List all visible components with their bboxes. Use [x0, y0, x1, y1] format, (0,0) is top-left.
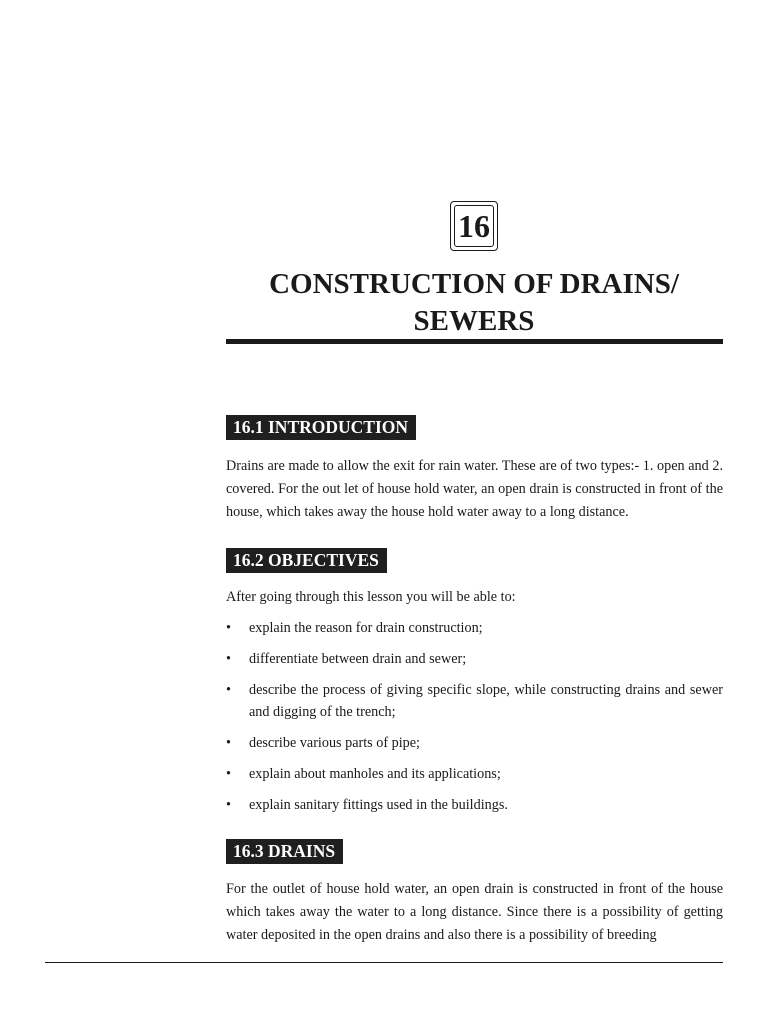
objective-item [226, 794, 723, 816]
objectives-list [226, 617, 723, 816]
section-heading-drains: 16.3 DRAINS [226, 839, 343, 864]
chapter-title: CONSTRUCTION OF DRAINS/ SEWERS [269, 268, 679, 337]
bullet-icon: • [226, 620, 231, 636]
objective-item [226, 648, 723, 670]
bullet-icon: • [226, 797, 231, 813]
objective-item [226, 732, 723, 754]
objective-text: explain the reason for drain construction; [249, 620, 483, 636]
chapter-number-box [450, 201, 498, 251]
chapter-number: 16 [454, 205, 494, 247]
objectives-intro: After going through this lesson you will be able to: [226, 589, 516, 605]
objective-text: differentiate between drain and sewer; [249, 651, 467, 667]
objective-text: explain about manholes and its applications; [249, 766, 501, 782]
objective-text: explain sanitary fittings used in the buildings. [249, 797, 508, 813]
title-rule [226, 339, 723, 344]
objective-item [226, 679, 723, 723]
objective-text: describe the process of giving specific slope, while constructing drains and sewer and digging of the trench; [249, 682, 723, 720]
section-heading-objectives: 16.2 OBJECTIVES [226, 548, 387, 573]
objective-item [226, 617, 723, 639]
objective-text: describe various parts of pipe; [249, 735, 420, 751]
footer-rule [45, 962, 723, 963]
objective-item [226, 763, 723, 785]
drains-paragraph: For the outlet of house hold water, an open drain is constructed in front of the house which takes away the water to a long distance. Since there is a possibility of getting water deposited in the open drains and also there is a possibility of breeding [226, 881, 723, 943]
section-heading-introduction: 16.1 INTRODUCTION [226, 415, 416, 440]
bullet-icon: • [226, 651, 231, 667]
bullet-icon: • [226, 682, 231, 698]
bullet-icon: • [226, 766, 231, 782]
introduction-paragraph: Drains are made to allow the exit for rain water. These are of two types:- 1. open and 2. covered. For the out let of house hold water, an open drain is constructed in front of the house, which takes away the house hold water away to a long distance. [226, 458, 723, 520]
bullet-icon: • [226, 735, 231, 751]
